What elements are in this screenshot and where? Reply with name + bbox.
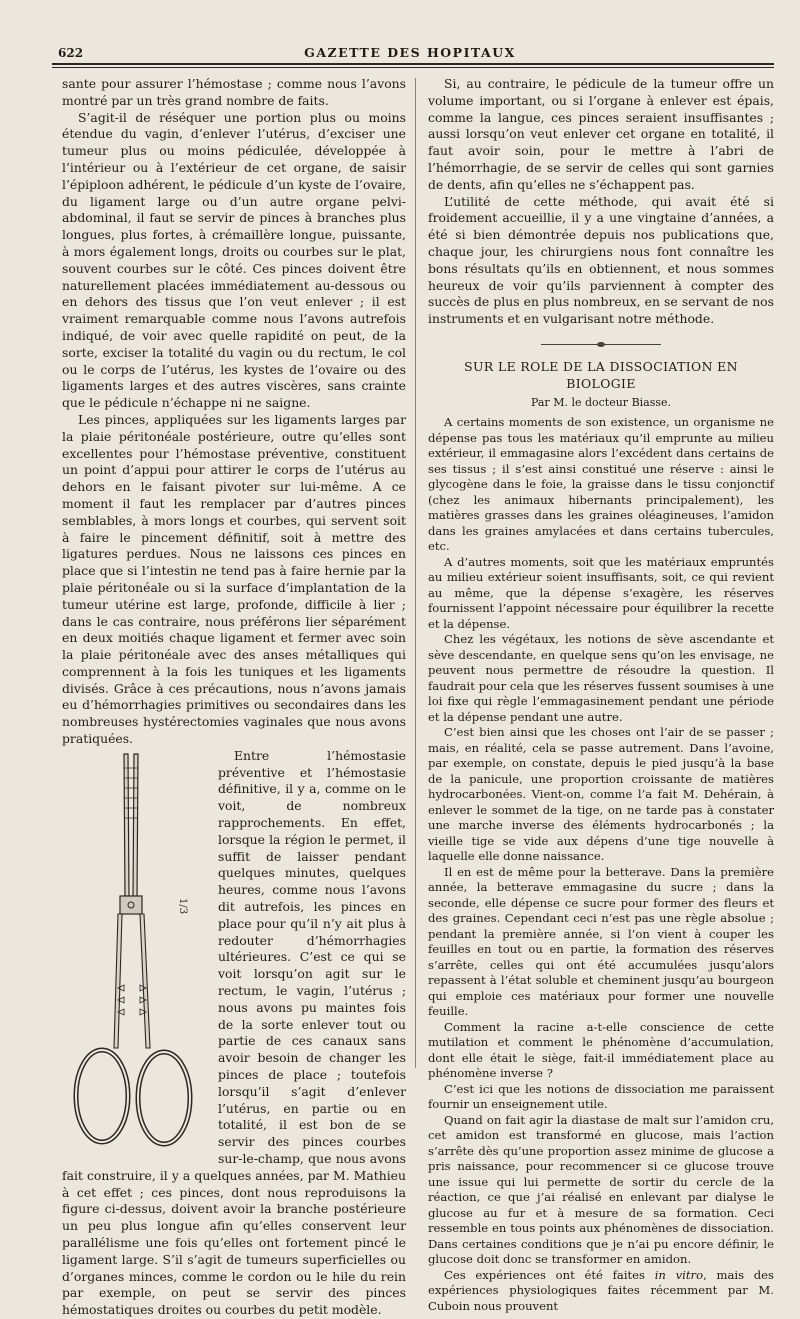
header-rule (52, 63, 774, 65)
paragraph: C’est ici que les notions de dissociation me paraissent fournir un enseignement utile. (428, 1081, 774, 1112)
paragraph: Les pinces, appliquées sur les ligaments larges par la plaie péritonéale postérieure, outre qu’elles sont excellentes pour l’hémostase préventive, constituent un point d’appui pour attirer le corps de l’utérus au dehors en le faisant pivoter sur lui-même. A ce moment il faut les remplacer par d’autres pinces semblables, à mors longs et courbes, qui servent soit à faire le pincement définitif, soit à mettre des ligatures perdues. Nous ne laissons ces pinces en place que si l’intestin ne tend pas à faire hernie par la plaie péritonéale ou si la surface d’implantation de la tumeur utérine est large, profonde, difficile à lier ; dans le cas contraire, nous préférons lier séparément en deux moitiés chaque ligament et fermer avec soin la plaie péritonéale avec des anses métalliques qui comprennent à la fois les tuniques et les ligaments divisés. Grâce à ces précautions, nous n’avons jamais eu d’hémorrhagies primitives ou secondaires dans les nombreuses hystérectomies vaginales que nous avons pratiquées. (62, 411, 406, 747)
left-column (62, 76, 406, 1319)
paragraph (428, 1268, 774, 1315)
article-title: SUR LE ROLE DE LA DISSOCIATION EN BIOLOGIE (464, 358, 738, 391)
paragraph: Il en est de même pour la betterave. Dans la première année, la betterave emmagasine du sucre ; dans la seconde, elle dépense ce sucre pour former des fleurs et des graines. Cependant ceci n’est pas une règle absolue ; pendant la première année, si l’on vient à couper les feuilles en tout ou en partie, la formation des réserves s’arrête, celles qui ont été accumulées jusqu’alors repassent à l’état soluble et cheminent jusqu’au bourgeon qui emploie ces matériaux pour former une nouvelle feuille. (428, 864, 774, 1019)
paragraph: Comment la racine a-t-elle conscience de cette mutilation et comment le phénomène d’accumulation, dont elle était le siège, fait-il immédiatement place au phénomène inverse ? (428, 1019, 774, 1081)
paragraph: Quand on fait agir la diastase de malt sur l’amidon cru, cet amidon est transformé en glucose, mais l’action s’arrête dès qu’une proportion assez minime de glucose a pris naissance, pour recommencer si ce glucose trouve une issue qui lui permette de sortir du cercle de la réaction, ce que j’ai réalisé en enlevant par dialyse le glucose au fur et à mesure de sa formation. Ceci ressemble en tous points aux phénomènes de dissociation. Dans certaines conditions que je n’ai pu encore définir, le glucose doit donc se transformer en amidon. (428, 1112, 774, 1267)
hemostatic-forceps-illustration (58, 748, 210, 1166)
paragraph: A d’autres moments, soit que les matériaux empruntés au milieu extérieur soient insuffisants, soit, ce qui revient au même, que la dépense s’exagère, les réserves fournissent l’appoint nécessaire pour équilibrer la recette et la dépense. (428, 554, 774, 631)
running-title: GAZETTE DES HOPITAUX (304, 45, 516, 60)
section-separator (541, 344, 661, 345)
page-number: 622 (58, 46, 84, 60)
paragraph: Entre l’hémostasie préventive et l’hémostasie définitive, il y a, comme on le voit, de nombreux rapprochements. En effet, lorsque la région le permet, il suffit de laisser pendant quelques minutes, quelques heures, comme nous l’avons dit autrefois, les pinces en place pour qu’il n’y ait plus à redouter d’hémorrhagies ultérieures. C’est ce qui se voit lorsqu’on agit sur le rectum, le vagin, l’utérus ; nous avons pu maintes fois de la sorte enlever tout ou partie de ces canaux sans avoir besoin de changer les pinces de place ; toutefois lorsqu’il s’agit d’enlever l’utérus, en partie ou en totalité, il est bon de se servir des pinces courbes sur-le-champ, que nous avons fait construire, il y a quelques années, par M. Mathieu à cet effet ; ces pinces, dont nous reproduisons la figure ci-dessus, doivent avoir la branche postérieure un peu plus longue afin qu’elles conservent leur parallélisme une fois qu’elles ont fortement pincé le ligament large. S’il s’agit de tumeurs superficielles ou d’organes minces, comme le cordon ou le hile du rein par exemple, on peut se servir des pinces hémostatiques droites ou courbes du petit modèle. (62, 747, 406, 1318)
forceps-figure (58, 748, 210, 1166)
right-column (428, 76, 774, 1314)
figure-scale-label: 1/3 (177, 897, 188, 914)
paragraph: A certains moments de son existence, un organisme ne dépense pas tous les matériaux qu’il emprunte au milieu extérieur, il emmagasine alors l’excédent dans certains de ses tissus ; il s’est ainsi constitué une réserve : ainsi le glycogène dans le foie, la graisse dans le tissu conjonctif (chez les animaux hibernants principalement), les matières grasses dans les graines oléagineuses, l’amidon dans les graines amylacées et dans certains tubercules, etc. (428, 415, 774, 554)
header-rule-thin (52, 67, 774, 68)
text-run: , mais des expériences physiologiques faites récemment par M. Cuboin nous prouvent (428, 1267, 774, 1313)
page-header (52, 42, 768, 64)
article-author: Par M. le docteur Biasse. (530, 395, 672, 409)
column-divider (415, 78, 416, 1068)
article-body (428, 415, 774, 1314)
paragraph: sante pour assurer l’hémostase ; comme nous l’avons montré par un très grand nombre de faits. (62, 76, 406, 108)
italic-text: in vitro (654, 1267, 704, 1282)
paragraph: Si, au contraire, le pédicule de la tumeur offre un volume important, ou si l’organe à enlever est épais, comme la langue, ces pinces seraient insuffisantes ; aussi lorsqu’on veut enlever cet organe en totalité, il faut avoir soin, pour le mettre à l’abri de l’hémorrhagie, de se servir de celles qui sont garnies de dents, afin qu’elles ne s’échappent pas. (428, 76, 774, 192)
paragraph: Chez les végétaux, les notions de sève ascendante et sève descendante, en quelque sens qu’on les envisage, ne peuvent nous permettre de résoudre la question. Il faudrait pour cela que les réserves fussent soumises à une loi fixe qui règle l’emmagasinement pendant une période et la dépense pendant une autre. (428, 632, 774, 724)
text-run: Ces expériences ont été faites (444, 1267, 655, 1282)
paragraph: L’utilité de cette méthode, qui avait été si froidement accueillie, il y a une vingtaine d’années, a été si bien démontrée depuis nos publications que, chaque jour, les chirurgiens nous font connaître les bons résultats qu’ils en obtiennent, et nous sommes heureux de voir qu’ils parviennent à compter des succès de plus en plus nombreux, en se servant de nos instruments et en vulgarisant notre méthode. (428, 193, 774, 327)
paragraph: S’agit-il de réséquer une portion plus ou moins étendue du vagin, d’enlever l’utérus, d’exciser une tumeur plus ou moins pédiculée, développée à l’intérieur ou à l’extérieur de cet organe, de saisir l’épiploon adhérent, le pédicule d’un kyste de l’ovaire, du ligament large ou d’un autre organe pelvi-abdominal, il faut se servir de pinces à branches plus longues, plus fortes, à crémaillère longue, puissante, à mors également longs, droits ou courbes sur le plat, souvent courbes sur le côté. Ces pinces doivent être naturellement placées immédiatement au-dessous ou en dehors des tissus que l’on veut enlever ; il est vraiment remarquable comme nous l’avons autrefois indiqué, de voir avec quelle rapidité on peut, de la sorte, exciser la totalité du vagin ou du rectum, le col ou le corps de l’utérus, les kystes de l’ovaire ou des ligaments larges et des autres viscères, sans crainte que le pédicule n’échappe ni ne saigne. (62, 109, 406, 411)
paragraph: C’est bien ainsi que les choses ont l’air de se passer ; mais, en réalité, cela se passe autrement. Dans l’avoine, par exemple, on constate, depuis le pied jusqu’à la base de la panicule, une proportion croissante de matières hydrocarbonées. Vient-on, comme l’a fait M. Dehérain, à enlever le sommet de la tige, on ne tarde pas à constater une marche inverse des éléments hydrocarbonés ; la vieille tige se vide aux dépens d’une tige nouvelle à laquelle elle donne naissance. (428, 725, 774, 864)
